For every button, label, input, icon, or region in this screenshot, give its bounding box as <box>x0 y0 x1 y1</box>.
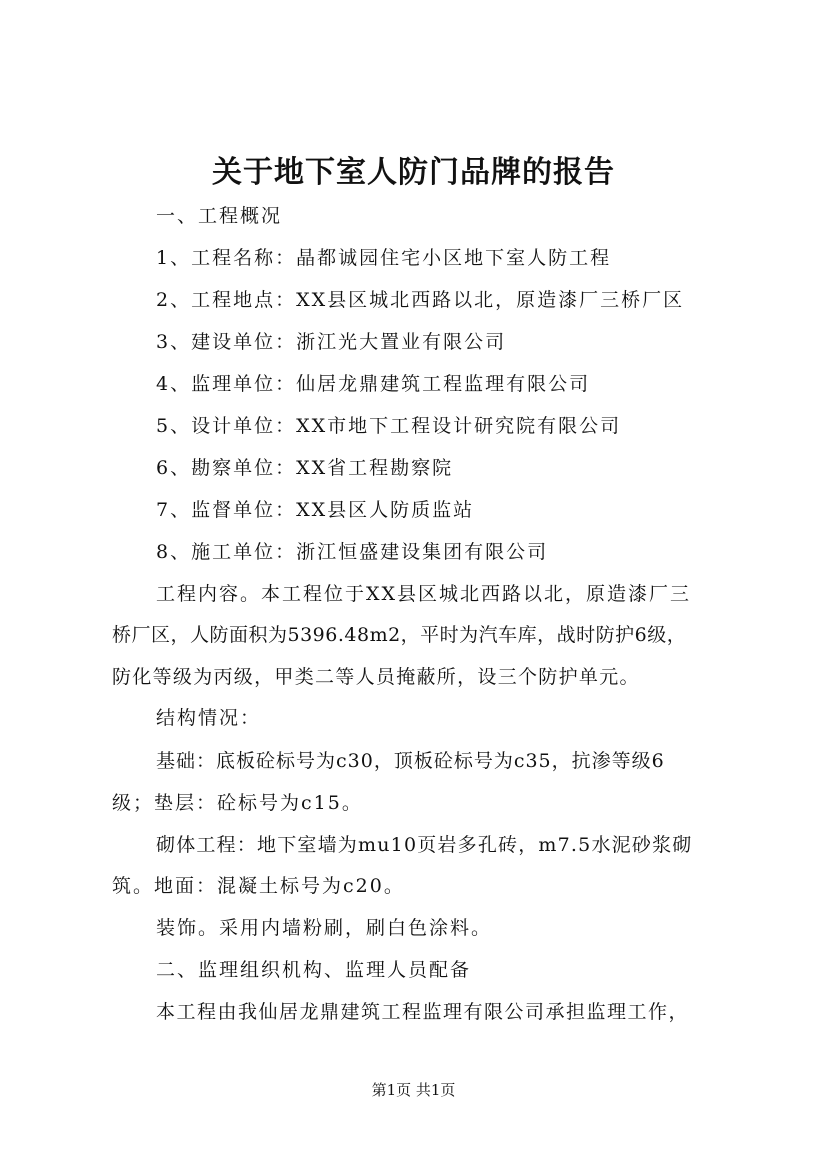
paragraph-line: 7、监督单位：XX县区人防质监站 <box>156 499 475 521</box>
paragraph-line: 8、施工单位：浙江恒盛建设集团有限公司 <box>156 541 549 563</box>
paragraph-line: 筑。地面：混凝土标号为c20。 <box>112 875 405 897</box>
paragraph-line: 1、工程名称：晶都诚园住宅小区地下室人防工程 <box>156 247 612 269</box>
paragraph-line: 基础：底板砼标号为c30，顶板砼标号为c35，抗渗等级6 <box>156 750 665 772</box>
paragraph-line: 级；垫层：砼标号为c15。 <box>112 792 363 814</box>
paragraph-line: 6、勘察单位：XX省工程勘察院 <box>156 457 454 479</box>
paragraph-line: 防化等级为丙级，甲类二等人员掩蔽所，设三个防护单元。 <box>112 666 640 688</box>
paragraph-line: 工程内容。本工程位于XX县区城北西路以北，原造漆厂三 <box>156 583 692 605</box>
section-heading: 二、监理组织机构、监理人员配备 <box>156 959 472 981</box>
page-footer: 第1页 共1页 <box>371 1081 456 1099</box>
paragraph-line: 砌体工程：地下室墙为mu10页岩多孔砖，m7.5水泥砂浆砌 <box>156 834 693 856</box>
paragraph-line: 装饰。采用内墙粉刷，刷白色涂料。 <box>156 917 493 939</box>
paragraph-line: 本工程由我仙居龙鼎建筑工程监理有限公司承担监理工作， <box>156 1001 690 1023</box>
paragraph-line: 5、设计单位：XX市地下工程设计研究院有限公司 <box>156 415 622 437</box>
paragraph-line: 4、监理单位：仙居龙鼎建筑工程监理有限公司 <box>156 373 591 395</box>
paragraph-line: 桥厂区，人防面积为5396.48m2，平时为汽车库，战时防护6级， <box>112 624 687 646</box>
section-heading: 结构情况： <box>156 707 262 729</box>
section-heading: 一、工程概况 <box>156 205 283 227</box>
paragraph-line: 3、建设单位：浙江光大置业有限公司 <box>156 331 507 353</box>
paragraph-line: 2、工程地点：XX县区城北西路以北，原造漆厂三桥厂区 <box>156 289 685 311</box>
document-title: 关于地下室人防门品牌的报告 <box>212 155 615 190</box>
